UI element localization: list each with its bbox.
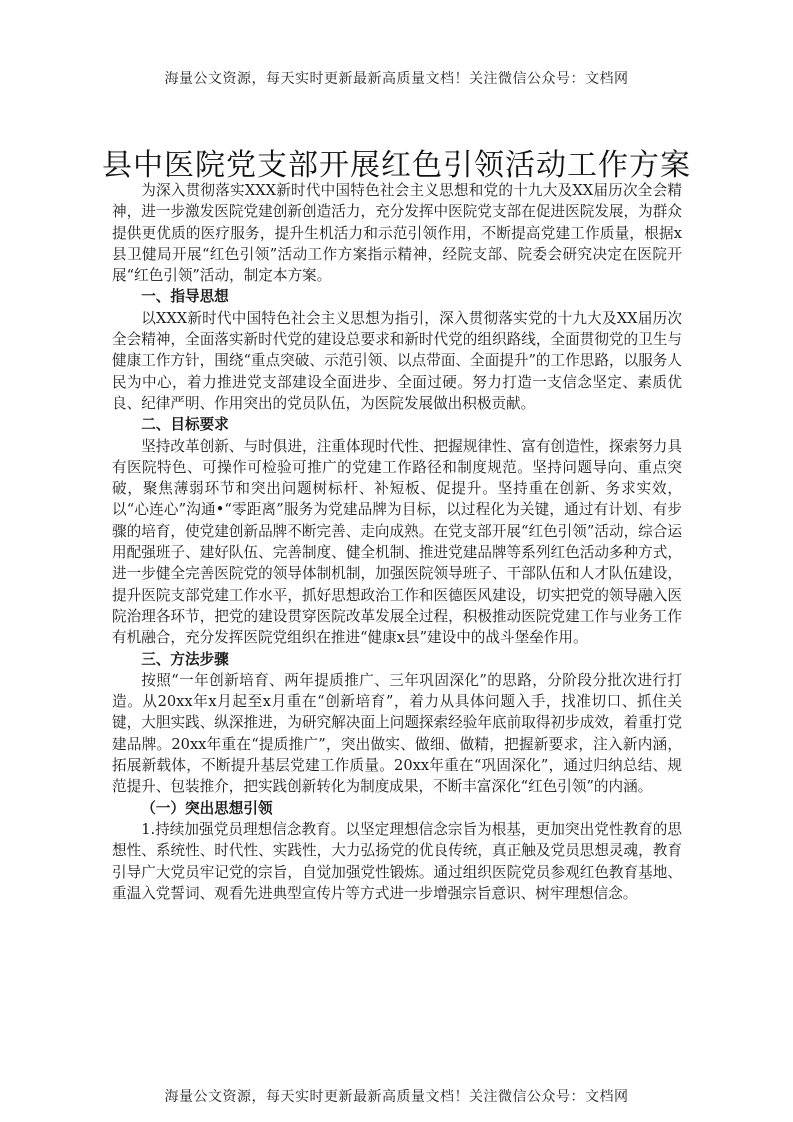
section-heading-methods: 三、方法步骤 bbox=[141, 650, 229, 668]
section-body-guiding-ideology: 以XXX新时代中国特色社会主义思想为指引，深入贯彻落实党的十九大及XX届历次全会精神，全面落实新时代党的建设总要求和新时代党的组织路线，全面贯彻党的卫生与健康工作方针，围绕“重点突破、示范引领、以点带面、全面提升”的工作思路，以服务人民为中心，着力推进党支部建设全面进步、全面过硬。努力打造一支信念坚定、素质优良、纪律严明、作用突出的党员队伍，为医院发展做出积极贡献。 bbox=[112, 309, 682, 412]
document-body bbox=[112, 180, 682, 904]
section-body-goals: 坚持改革创新、与时俱进，注重体现时代性、把握规律性、富有创造性，探索努力具有医院特色、可操作可检验可推广的党建工作路径和制度规范。坚持问题导向、重点突破，聚焦薄弱环节和突出问题树标杆、补短板、促提升。坚持重在创新、务求实效，以“心连心”沟通•“零距离”服务为党建品牌为目标，以过程化为关键，通过有计划、有步骤的培育，使党建创新品牌不断完善、走向成熟。在党支部开展“红色引领”活动，综合运用配强班子、建好队伍、完善制度、健全机制、推进党建品牌等系列红色活动多种方式，进一步健全完善医院党的领导体制机制，加强医院领导班子、干部队伍和人才队伍建设，提升医院支部党建工作水平，抓好思想政治工作和医德医风建设，切实把党的领导融入医院治理各环节，把党的建设贯穿医院改革发展全过程，积极推动医院党建工作与业务工作有机融合，充分发挥医院党组织在推进“健康x县”建设中的战斗堡垒作用。 bbox=[112, 437, 682, 647]
section-heading-guiding-ideology: 一、指导思想 bbox=[141, 288, 229, 306]
page-footer: 海量公文资源，每天实时更新最新高质量文档！关注微信公众号：文档网 bbox=[164, 1089, 629, 1105]
document-title: 县中医院党支部开展红色引领活动工作方案 bbox=[102, 148, 691, 183]
subsection-heading-ideological-guidance: （一）突出思想引领 bbox=[141, 799, 273, 817]
intro-paragraph: 为深入贯彻落实XXX新时代中国特色社会主义思想和党的十九大及XX届历次全会精神，进一步激发医院党建创新创造活力，充分发挥中医院党支部在促进医院发展，为群众提供更优质的医疗服务，提升生机活力和示范引领作用，不断提高党建工作质量，根据x县卫健局开展“红色引领”活动工作方案指示精神，经院支部、院委会研究决定在医院开展“红色引领”活动，制定本方案。 bbox=[112, 182, 682, 285]
section-body-methods: 按照“一年创新培育、两年提质推广、三年巩固深化”的思路，分阶段分批次进行打造。从20xx年x月起至x月重在“创新培育”，着力从具体问题入手，找准切口、抓住关键，大胆实践、纵深推进，为研究解决面上问题探索经验年底前取得初步成效，着重打党建品牌。20xx年重在“提质推广”，突出做实、做细、做精，把握新要求，注入新内涵，拓展新载体，不断提升基层党建工作质量。20xx年重在“巩固深化”，通过归纳总结、规范提升、包装推介，把实践创新转化为制度成果，不断丰富深化“红色引领”的内涵。 bbox=[112, 671, 682, 796]
subsection-body-ideological-guidance: 1.持续加强党员理想信念教育。以坚定理想信念宗旨为根基，更加突出党性教育的思想性、系统性、时代性、实践性，大力弘扬党的优良传统，真正触及党员思想灵魂，教育引导广大党员牢记党的宗旨，自觉加强党性锻炼。通过组织医院党员参观红色教育基地、重温入党誓词、观看先进典型宣传片等方式进一步增强宗旨意识、树牢理想信念。 bbox=[112, 820, 682, 902]
section-heading-goals: 二、目标要求 bbox=[141, 416, 229, 434]
page-header: 海量公文资源，每天实时更新最新高质量文档！关注微信公众号：文档网 bbox=[164, 71, 629, 87]
